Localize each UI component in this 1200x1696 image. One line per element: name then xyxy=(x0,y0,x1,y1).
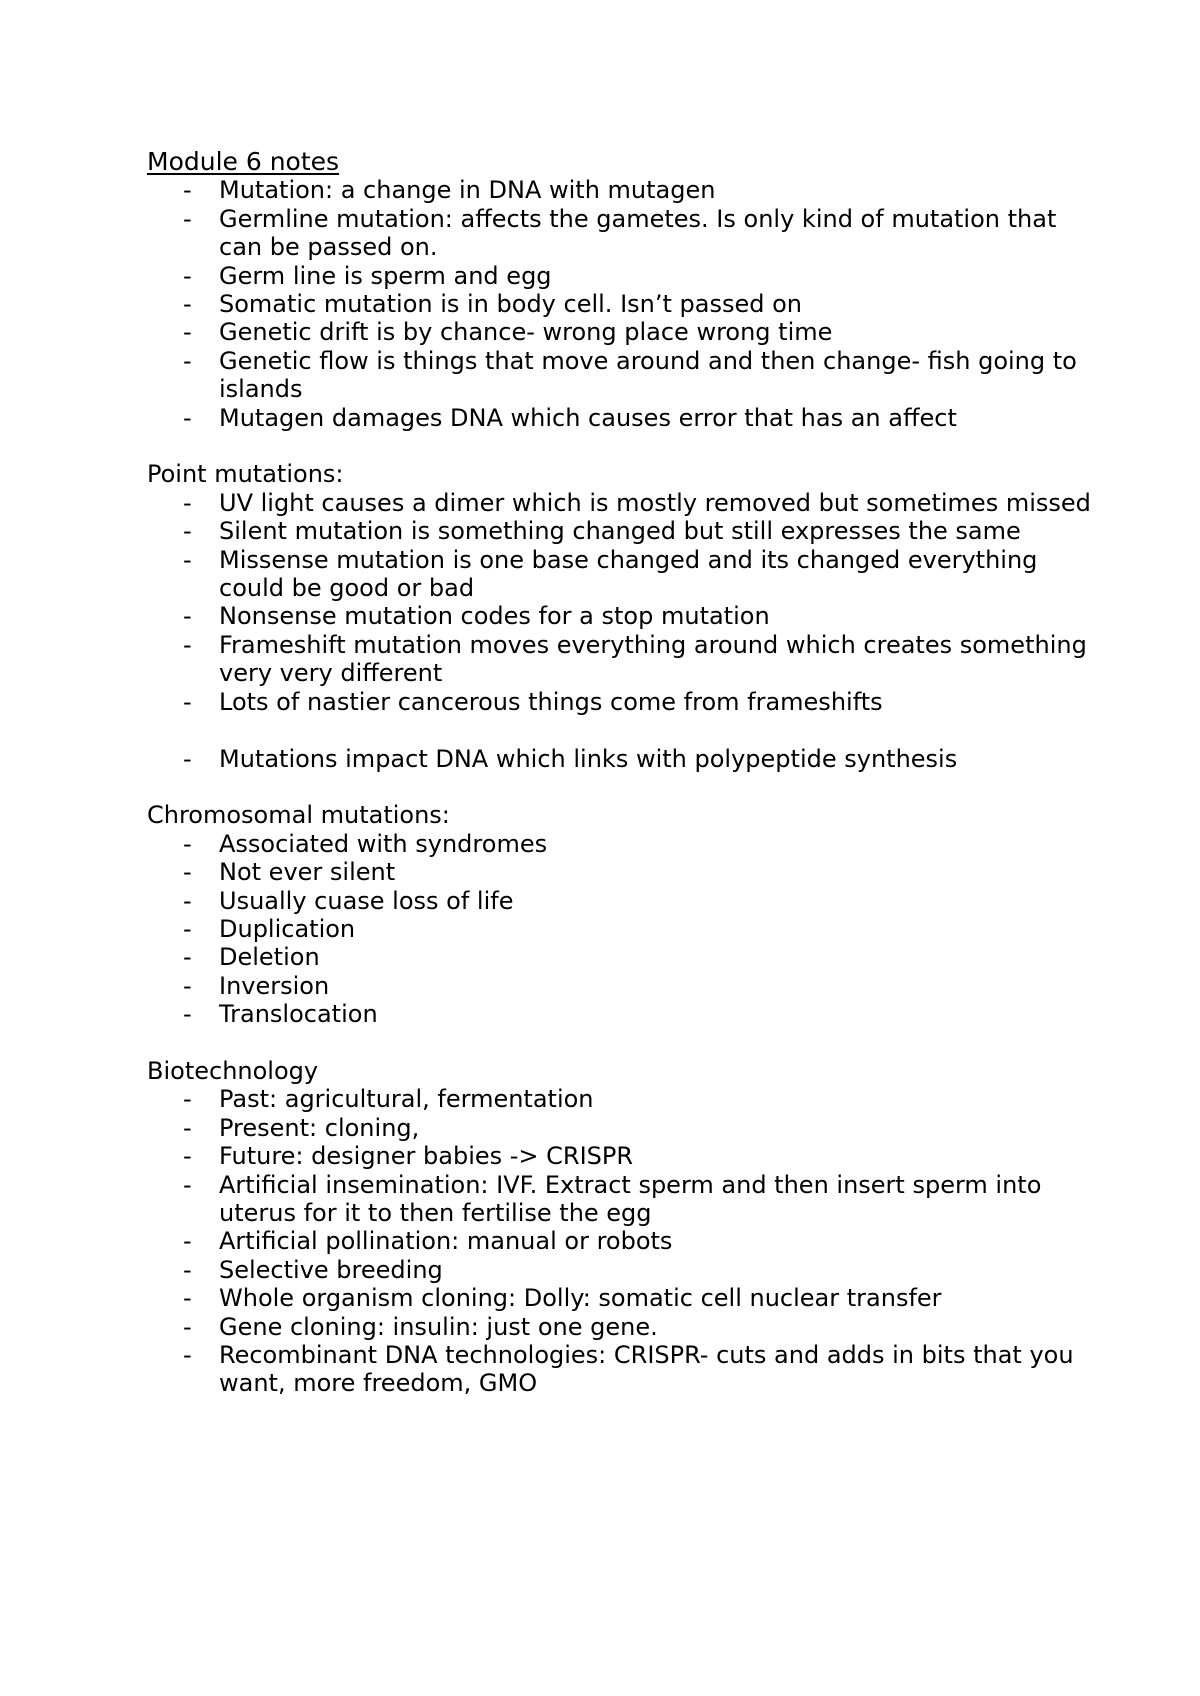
list-item: - Recombinant DNA technologies: CRISPR- cuts and adds in bits that you want, more freedom, GMO xyxy=(183,1341,1074,1398)
bullet-dash: - xyxy=(183,204,192,233)
bullet-dash: - xyxy=(183,1142,192,1171)
bullet-dash: - xyxy=(183,829,192,858)
bullet-dash: - xyxy=(183,1255,192,1284)
notes-list-chromosomal-mutations xyxy=(147,830,1107,1029)
list-item: - Mutation: a change in DNA with mutagen xyxy=(183,176,716,205)
list-item: - Usually cuase loss of life xyxy=(183,886,514,915)
bullet-dash: - xyxy=(183,346,192,375)
list-item: - Deletion xyxy=(183,943,320,972)
bullet-dash: - xyxy=(183,886,192,915)
list-item: - Gene cloning: insulin: just one gene. xyxy=(183,1312,658,1341)
bullet-dash: - xyxy=(183,943,192,972)
bullet-dash: - xyxy=(183,1000,192,1029)
list-item: - Mutagen damages DNA which causes error that has an affect xyxy=(183,403,957,432)
list-item: - Silent mutation is something changed but still expresses the same xyxy=(183,517,1021,546)
document-page xyxy=(147,148,1107,1398)
list-item: - Artificial pollination: manual or robots xyxy=(183,1227,673,1256)
list-item: - Future: designer babies -> CRISPR xyxy=(183,1142,634,1171)
notes-list-biotechnology xyxy=(147,1085,1107,1397)
bullet-dash: - xyxy=(183,1170,192,1199)
bullet-dash: - xyxy=(183,971,192,1000)
page-title: Module 6 notes xyxy=(147,147,340,176)
list-item: - Whole organism cloning: Dolly: somatic cell nuclear transfer xyxy=(183,1284,942,1313)
list-item: - Germline mutation: affects the gametes. Is only kind of mutation that can be passed on. xyxy=(183,204,1057,262)
list-item: - Artificial insemination: IVF. Extract sperm and then insert sperm into uterus for it to then fertilise the egg xyxy=(183,1170,1042,1227)
list-item: - Frameshift mutation moves everything around which creates something very very different xyxy=(183,630,1087,688)
list-item: - Lots of nastier cancerous things come from frameshifts xyxy=(183,687,883,716)
bullet-dash: - xyxy=(183,545,192,574)
section-heading-biotechnology: Biotechnology xyxy=(147,1056,319,1085)
bullet-dash: - xyxy=(183,914,192,943)
bullet-dash: - xyxy=(183,687,192,716)
bullet-dash: - xyxy=(183,744,192,773)
bullet-dash: - xyxy=(183,1113,192,1142)
list-item: - Mutations impact DNA which links with polypeptide synthesis xyxy=(183,744,958,773)
list-item: - Not ever silent xyxy=(183,858,396,887)
notes-list-intro xyxy=(147,176,1107,432)
notes-list-point-mutations-extra xyxy=(147,745,1107,773)
list-item: - Missense mutation is one base changed and its changed everything could be good or bad xyxy=(183,545,1038,603)
list-item: - Present: cloning, xyxy=(183,1113,420,1142)
bullet-dash: - xyxy=(183,318,192,347)
section-heading-point-mutations: Point mutations: xyxy=(147,460,344,489)
list-item: - Genetic drift is by chance- wrong place wrong time xyxy=(183,318,833,347)
bullet-dash: - xyxy=(183,1312,192,1341)
bullet-dash: - xyxy=(183,290,192,319)
list-item: - Associated with syndromes xyxy=(183,829,548,858)
bullet-dash: - xyxy=(183,488,192,517)
list-item: - UV light causes a dimer which is mostly removed but sometimes missed xyxy=(183,488,1091,517)
blank-line xyxy=(147,1029,1107,1057)
blank-line xyxy=(147,432,1107,460)
bullet-dash: - xyxy=(183,1227,192,1256)
blank-line xyxy=(147,773,1107,801)
list-item: - Germ line is sperm and egg xyxy=(183,261,552,290)
bullet-dash: - xyxy=(183,403,192,432)
bullet-dash: - xyxy=(183,630,192,659)
bullet-dash: - xyxy=(183,1284,192,1313)
bullet-dash: - xyxy=(183,602,192,631)
list-item: - Past: agricultural, fermentation xyxy=(183,1085,594,1114)
list-item: - Somatic mutation is in body cell. Isn’t passed on xyxy=(183,290,802,319)
bullet-dash: - xyxy=(183,517,192,546)
bullet-dash: - xyxy=(183,858,192,887)
bullet-dash: - xyxy=(183,261,192,290)
bullet-dash: - xyxy=(183,1085,192,1114)
list-item: - Duplication xyxy=(183,914,356,943)
list-item: - Inversion xyxy=(183,971,330,1000)
bullet-dash: - xyxy=(183,176,192,205)
list-item: - Nonsense mutation codes for a stop mutation xyxy=(183,602,770,631)
notes-list-point-mutations xyxy=(147,489,1107,716)
list-item: - Selective breeding xyxy=(183,1255,443,1284)
blank-line xyxy=(147,716,1107,744)
list-item: - Translocation xyxy=(183,1000,378,1029)
section-heading-chromosomal-mutations: Chromosomal mutations: xyxy=(147,801,450,830)
bullet-dash: - xyxy=(183,1341,192,1369)
list-item: - Genetic flow is things that move around and then change- fish going to islands xyxy=(183,346,1077,404)
